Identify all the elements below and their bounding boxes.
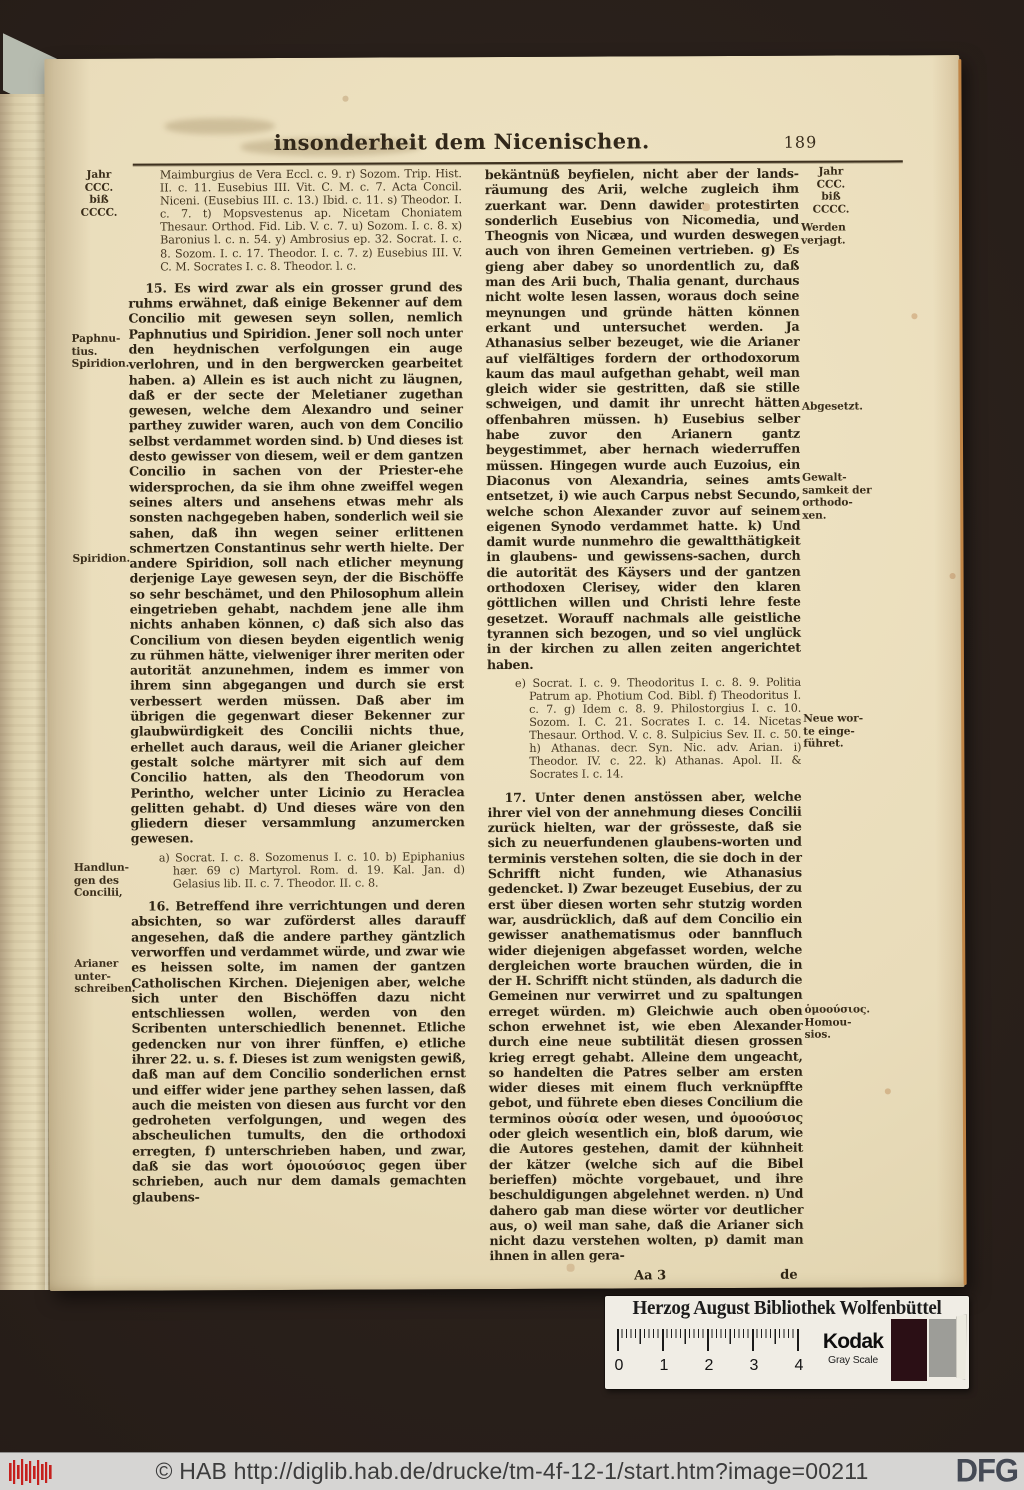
gray-scale-patch-gray — [929, 1319, 960, 1377]
gray-scale-label: Gray Scale — [828, 1354, 878, 1366]
ruler-number: 0 — [614, 1357, 624, 1374]
ruler-number: 4 — [794, 1357, 804, 1374]
margin-note-left: Arianer unter- schreiben. — [74, 957, 136, 996]
margin-note-right: Gewalt- samkeit der orthodo- xen. — [802, 471, 872, 522]
paragraph-15: 15. Es wird zwar als ein grosser grund des ruhms erwähnet, daß einige Bekenner auf dem Concilio mit gewesen seyn sollen, nemlich Paphnutius und Spiridion. Jener soll noch unter den heydnischen verfolgungen ein auge verlohren, und in den bergwercken gearbeitet haben. a) Allein es ist auch nicht zu läugnen, daß er der secte der Meletianer zugethan gewesen, welche dem Alexandro und seiner parthey zuwider waren, auch von dem Concilio selbst verdammet worden sind. b) Und dieses ist desto gewisser von diesem, weil er dem gantzen Concilio in sachen von der Priester-ehe widersprochen, da sie ihm ohne zweiffel wegen seines alters und ansehens etwas mehr als sonsten nachgegeben haben, sonderlich weil sie sahen, daß ihn wegen seiner erlittenen schmertzen Constantinus sehr werth hielte. Der andere Spiridion, soll nach etlicher meynung derjenige Laye gewesen seyn, der die Bischöffe so sehr beschämet, und den Philosophum allein eingetrieben gehabt, nachdem jene alle ihm nichts anhaben können, c) daß sich also das Concilium von diesen beyden eigentlich wenig zu rühmen hätte, vielweniger ihrer meriten oder autorität anzunehmen, indem es immer von ihrem sinn abgegangen und durch sie erst verbessert werden müssen. Daß aber im übrigen die gegenwart dieser Bekenner zur glaubwürdigkeit des Concilii nichts thue, erhellet auch daraus, weil die Arianer gleicher gestalt solche märtyrer mit sich auf dem Concilio hatten, als den Theodorum von Perintho, welcher unter Licinio zu Heraclea gelitten gehabt. d) Und dieses wäre von den gliedern dieser versammlung anzumercken gewesen. — [128, 278, 465, 847]
margin-note-right: Neue wor- te einge- führet. — [803, 712, 864, 750]
citation-block: Maimburgius de Vera Eccl. c. 9. r) Sozom. Trip. Hist. II. c. 11. Eusebius III. Vit. C. M. c. 7. Acta Concil. Niceni. (Eusebius III. c. 13.) Ibid. c. 11. s) Theodor. I. c. 7. t) Mopsvestenus ap. Nicetam Choniatem Thesaur. Orthod. Fid. Lib. V. c. 7. u) Sozom. I. c. 8. x) Baronius l. c. n. 54. y) Ambrosius ep. 32. Socrat. I. c. 8. Sozom. I. c. 17. Theodor. I. c. 7. z) Eusebius III. V. C. M. Socrates I. c. 8. Theodor. l. c. — [159, 167, 463, 274]
margin-note-right: Abgesetzt. — [801, 400, 863, 413]
margin-note-right: Werden verjagt. — [801, 221, 846, 247]
margin-note-right: Jahr CCC. biß CCCC. — [812, 165, 850, 216]
signature-row — [490, 1267, 804, 1286]
kodak-gray-scale-card — [605, 1296, 969, 1389]
dfg-logo: DFG — [955, 1452, 1018, 1489]
text-column-right — [485, 166, 804, 1287]
page-number: 189 — [783, 132, 818, 152]
margin-note-left: Paphnu- tius. Spiridion. — [71, 332, 130, 371]
margin-note-left: Handlun- gen des Concilii, — [73, 861, 129, 900]
paragraph-continuation: bekäntnüß beyfielen, nicht aber der lands-räumung des Arii, welche zugleich ihm zuerkant war. Denn dawider protestirten sonderlich Eusebius von Nicomedia, und Theognis von Nicæa, und wurden deswegen auch von ihren Gemeinen vertrieben. g) Es gieng aber dabey so unordentlich zu, daß man des Arii buch, Thalia genant, durchaus nicht wolte lesen lassen, woraus doch seine meynungen und gründe hätten können erkant und untersuchet werden. Ja Athanasius selber bezeuget, wie die Arianer auf vielfältiges fordern der orthodoxorum kaum das maul aufgethan gehabt, weil man gleich wider sie gestritten, daß sie stille schweigen, und damit ihr unrecht hätten offenbahren müssen. h) Eusebius selber habe zuvor den Arianern gantz beygestimmet, aber hernach wiederruffen müssen. Hingegen wurde auch Euzoius, ein Diaconus von Alexandria, seines amts entsetzet, i) wie auch Carpus nebst Secundo, welche schon Alexander zuvor auf seinem eigenen Synodo verdammet hatte. k) Und damit wurde nunmehro die gewaltthätigkeit in glaubens- und gewissens-sachen, durch die autorität des Käysers und der gantzen orthodoxen Clerisey, wider den klaren göttlichen willen und Christi lehre feste gesetzet. Worauff nachmals alle geistliche tyrannen sich bezogen, und so viel unglück in der kirchen zu allen zeiten angerichtet haben. — [484, 165, 801, 672]
paper-stains — [44, 59, 46, 61]
footnote-e: e) Socrat. I. c. 9. Theodoritus I. c. 8. 9. Politia Patrum ap. Photium Cod. Bibl. f) Theodoritus I. c. 7. g) Idem c. 8. 9. Philostorgius I. c. 10. Sozom. I. C. 21. Socrates I. c. 14. Nicetas Thesaur. Orthod. V. c. 8. Sulpicius Sev. II. c. 50. h) Athanas. decr. Syn. Nic. adv. Arian. i) Theodor. IV. c. 22. k) Athanas. Apol. II. & Socrates I. c. 14. — [515, 675, 802, 782]
margin-note-left: Jahr CCC. biß CCCC. — [80, 168, 118, 219]
margin-note-left: Spiridion. — [72, 552, 131, 565]
ruler-ticks — [615, 1329, 803, 1351]
page-fore-edge — [958, 59, 966, 1285]
signature-mark: Aa 3 — [634, 1268, 667, 1284]
ruler — [615, 1329, 815, 1383]
footer-url-text: © HAB http://diglib.hab.de/drucke/tm-4f-12-1/start.htm?image=00211 — [155, 1458, 869, 1484]
gray-scale-patch-white — [956, 1314, 967, 1380]
footnote-a: a) Socrat. I. c. 8. Sozomenus I. c. 10. b) Epiphanius hær. 69 c) Martyrol. Rom. d. 19. Kal. Jan. d) Gelasius lib. II. c. 7. Theodor. II. c. 8. — [158, 849, 465, 891]
gray-scale-patch-dark — [891, 1319, 927, 1381]
previous-page-edge — [0, 94, 50, 1290]
margin-note-right: ὁμοούσιος. Homou- sios. — [804, 1003, 870, 1041]
footer-bar — [0, 1452, 1024, 1490]
ruler-number: 1 — [659, 1357, 669, 1374]
kodak-wordmark: Kodak — [822, 1330, 884, 1353]
paragraph-16: 16. Betreffend ihre verrichtungen und deren absichten, so war zuförderst alles darauff angesehen, daß die andere parthey gäntzlich verworffen und verdammet würde, und zwar wie es heissen solte, im namen der gantzen Catholischen Kirchen. Diejenigen aber, welche sich unter den Bischöffen dazu nicht entschliessen wollen, werden von den Scribenten unterschiedlich benennet. Etliche gedencken nur von ihrer fünffen, e) etliche ihrer 22. u. s. f. Dieses ist zum wenigsten gewiß, daß man auf dem Concilio sonderlichen ernst und eiffer wider jene parthey sehen lassen, daß auch die meisten von diesen aus furcht vor den gedroheten verfolgungen, und wegen des abscheulichen tumults, den die orthodoxi erregten, f) unterschrieben haben, und zwar, daß sie das wort ὁμοιούσιος gegen über schrieben, auch nur dem damals gemachten glaubens- — [131, 897, 467, 1205]
ruler-number: 2 — [704, 1357, 714, 1374]
paragraph-17: 17. Unter denen anstössen aber, welche ihrer viel von der annehmung dieses Concilii zurück hielten, war der grösseste, daß sie sich zu neuerfundenen glaubens-worten und terminis verstehen solten, die sie doch in der Schrifft nicht funden, wie Athanasius gedencket. l) Zwar bezeuget Eusebius, der zu erst über diesen worten sehr stutzig worden war, ausdrücklich, daß auf dem Concilio ein gewisser anathematismus oder bannfluch wider diejenigen abgefasset worden, welche dergleichen worte brauchen würden, die in der H. Schrifft nicht stünden, als dadurch die Gemeinen nur verwirret und zu spaltungen erreget würden. m) Gleichwie auch oben schon erwehnet ist, wie eben Alexander durch eine neue subtilität diesen grossen krieg erregt gehabt. Alleine dem ungeacht, so handelten die Patres selber am ersten wider dieses mit einem fluch verknüpffte gebot, und führete eben dieses Concilium die terminos οὐσία oder wesen, und ὁμοούσιος oder gleich wesentlich ein, bloß darum, wie die Autores gestehen, damit der kühnheit der kätzer (welche sich auf die Bibel berieffen) möchte vorgebauet, und ihre beschuldigungen abgelehnet werden. n) Und dahero gab man diese wörter vor deutlicher aus, o) weil man sahe, daß die Arianer sich nicht dazu verstehen wolten, p) damit man ihnen in allen gera- — [487, 788, 804, 1264]
hab-logo-icon — [8, 1457, 56, 1487]
library-name-label: Herzog August Bibliothek Wolfenbüttel — [632, 1297, 942, 1320]
kodak-brand — [817, 1330, 889, 1366]
text-column-left — [128, 167, 467, 1209]
ruler-number: 3 — [749, 1357, 759, 1374]
book-page — [44, 55, 964, 1291]
catchword: de — [780, 1267, 798, 1283]
running-header: insonderheit dem Nicenischen. — [273, 128, 650, 156]
